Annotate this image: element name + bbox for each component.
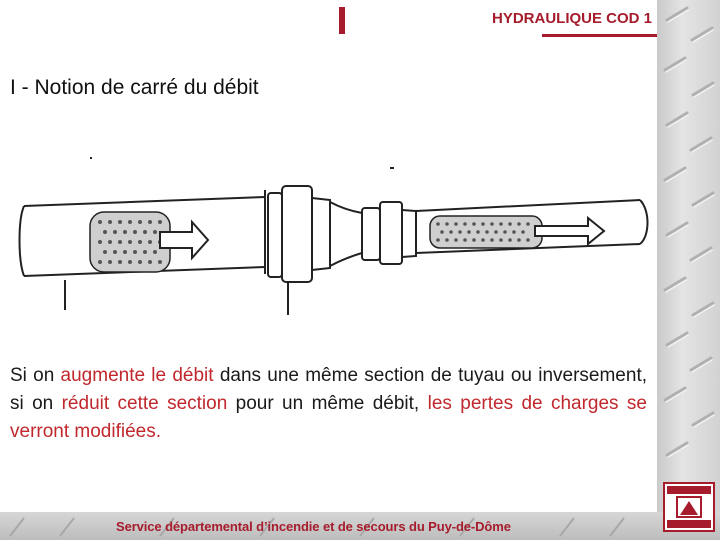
explanation-paragraph bbox=[10, 362, 647, 446]
paragraph-text-2: dans une même section de tuyau ou inversement, si on bbox=[10, 365, 647, 414]
metal-plate-decoration bbox=[657, 0, 720, 540]
footer-text: Service départemental d’incendie et de secours du Puy-de-Dôme bbox=[116, 519, 511, 534]
header-accent-bar bbox=[339, 7, 345, 34]
header-title: HYDRAULIQUE COD 1 bbox=[491, 10, 652, 27]
hose-section-diagram bbox=[10, 150, 660, 325]
paragraph-text-1: Si on bbox=[10, 365, 61, 386]
section-title: I - Notion de carré du débit bbox=[10, 76, 259, 99]
sdis-logo bbox=[663, 482, 715, 532]
paragraph-text-3: pour un même débit, bbox=[227, 393, 428, 414]
paragraph-highlight-3: les pertes de charges se verront modifiées. bbox=[10, 393, 647, 442]
paragraph-highlight-1: augmente le débit bbox=[60, 365, 214, 386]
paragraph-highlight-2: réduit cette section bbox=[61, 393, 228, 414]
header-underline bbox=[542, 34, 657, 37]
